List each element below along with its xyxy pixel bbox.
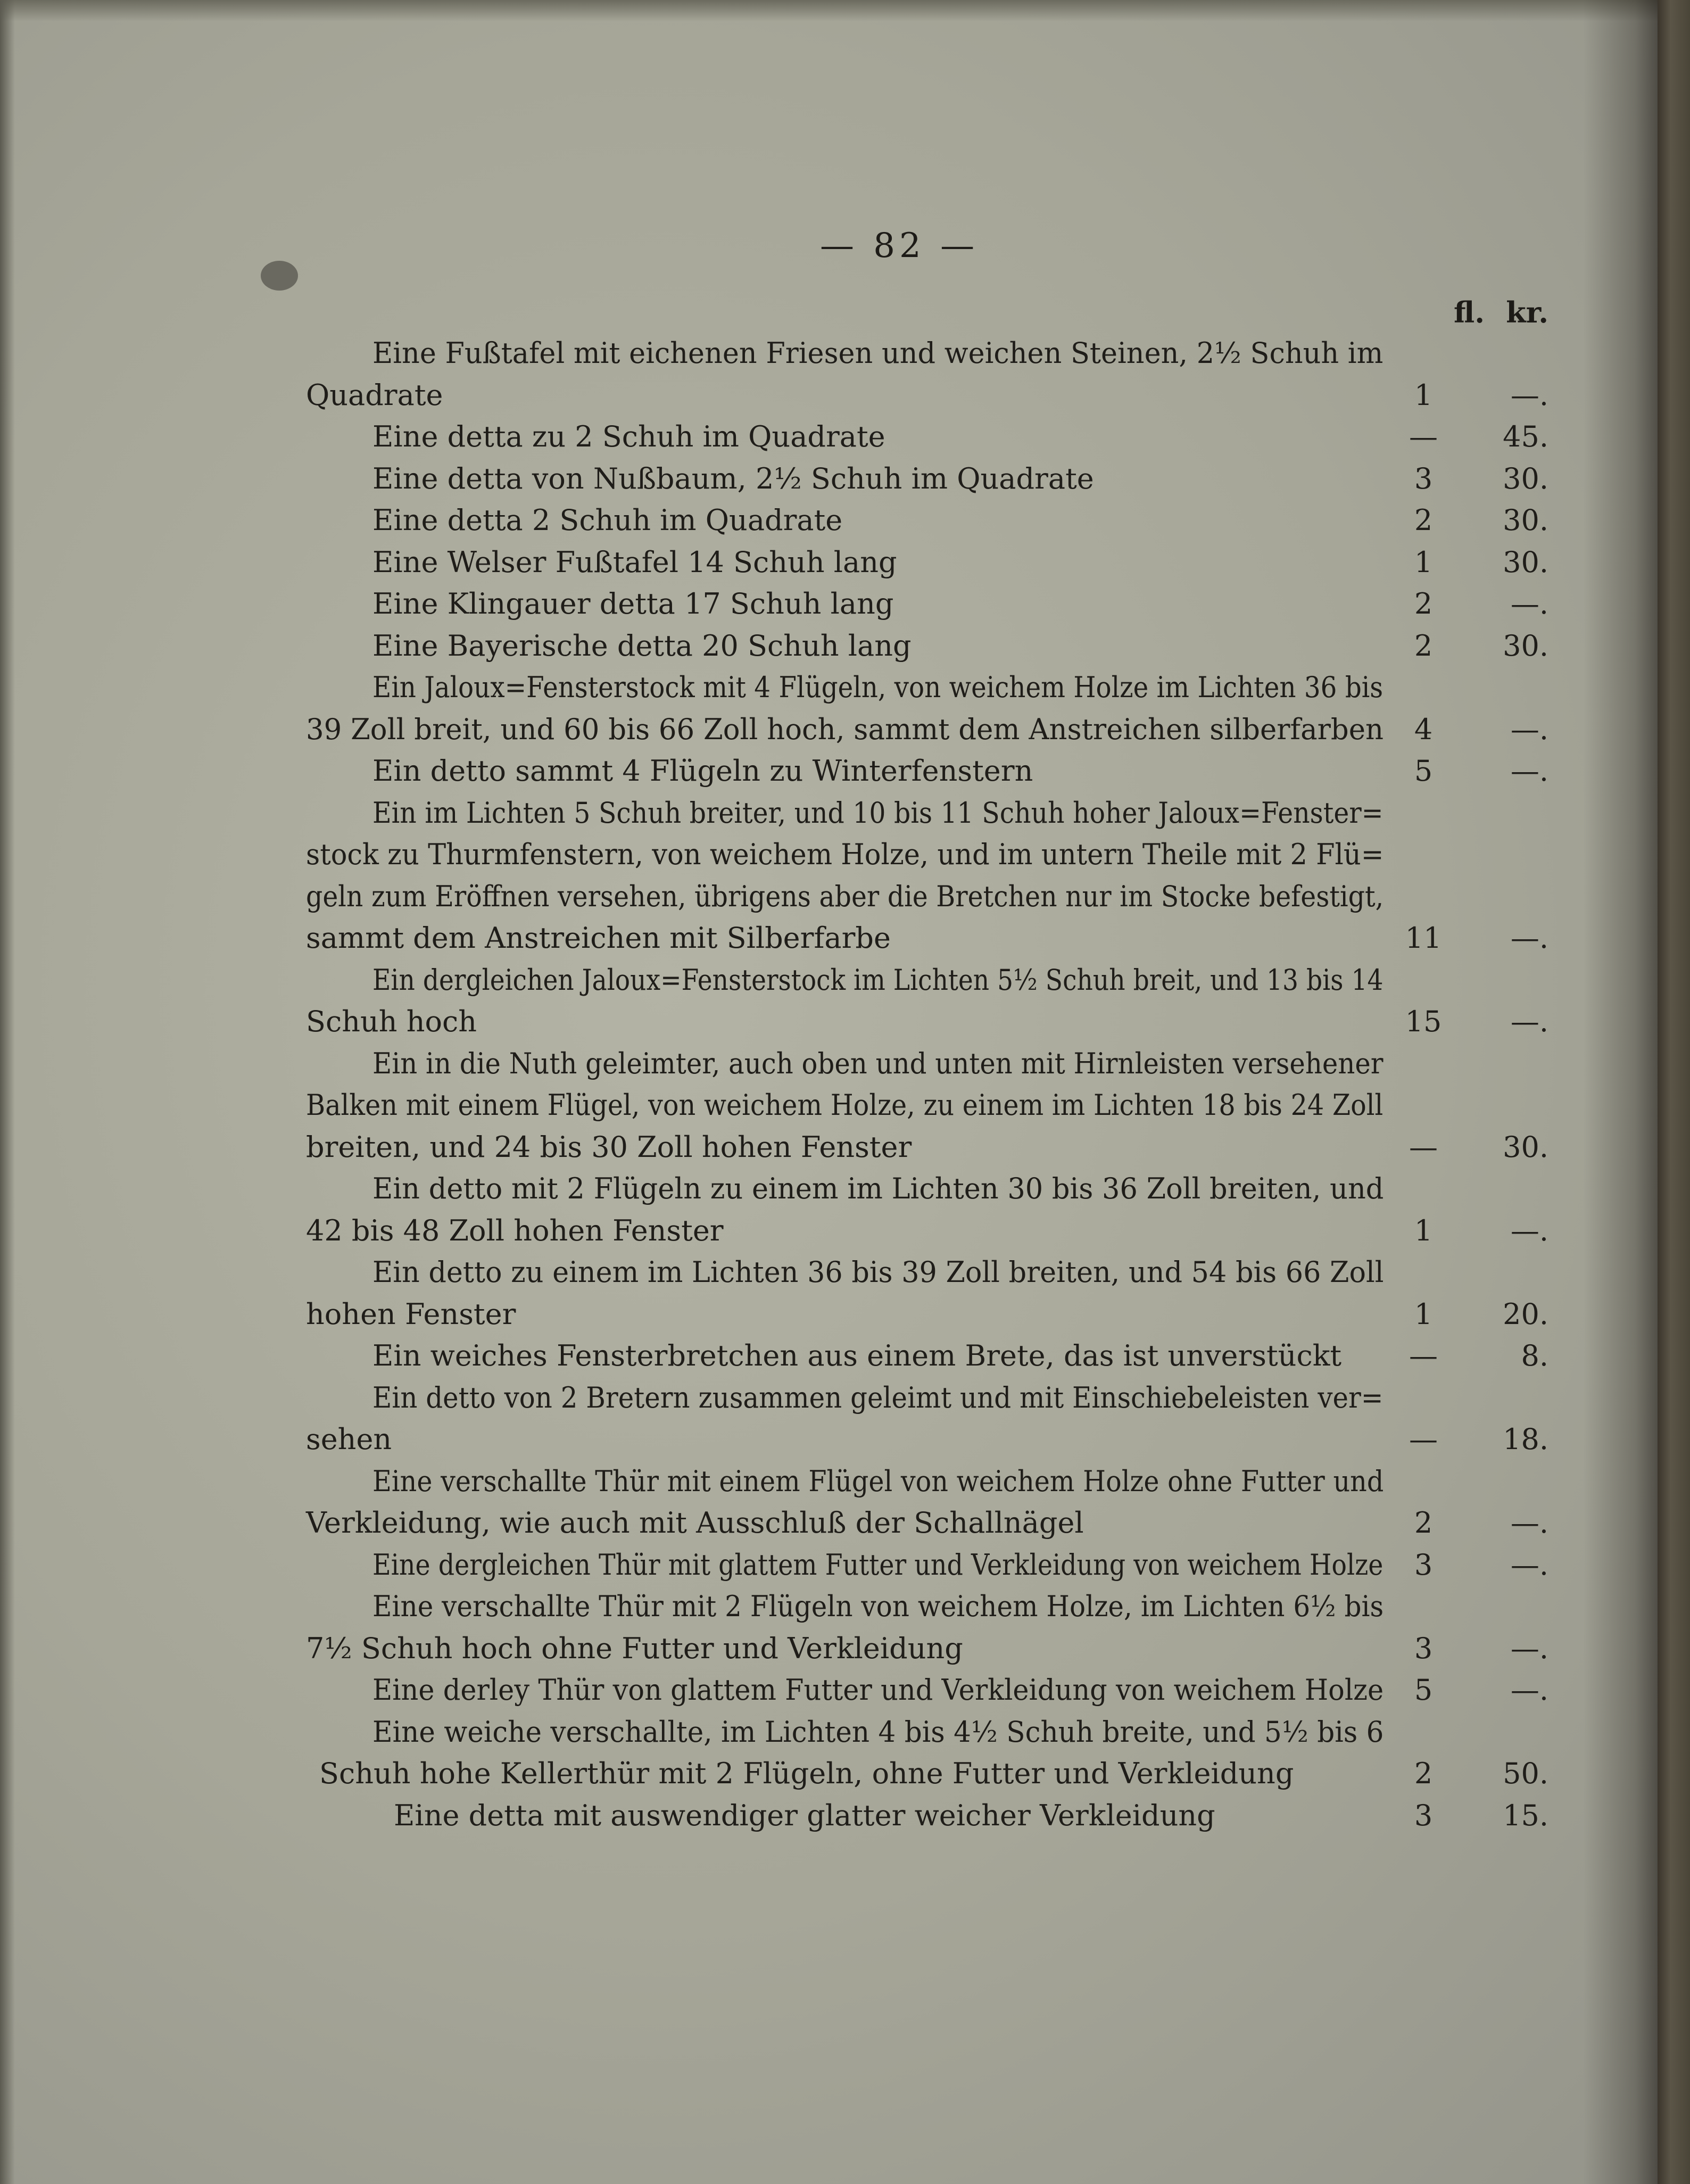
price-list-line bbox=[0, 333, 1658, 374]
line-text: breiten, und 24 bis 30 Zoll hohen Fenster bbox=[306, 1130, 912, 1164]
price-florin: 3 bbox=[1414, 1798, 1433, 1832]
price-list-line bbox=[0, 959, 1658, 1001]
price-list-line bbox=[0, 416, 1658, 458]
price-kreuzer: —. bbox=[1510, 1673, 1548, 1707]
price-kreuzer: 30. bbox=[1503, 628, 1548, 663]
line-text: 7½ Schuh hoch ohne Futter und Verkleidung bbox=[306, 1631, 963, 1665]
price-list-line bbox=[0, 1502, 1658, 1544]
line-text: Ein detto von 2 Bretern zusammen geleimt und mit Einschiebeleisten ver= bbox=[372, 1380, 1384, 1414]
price-list-line bbox=[0, 1252, 1658, 1293]
price-list-line bbox=[0, 1001, 1658, 1043]
price-list-line bbox=[0, 625, 1658, 667]
line-text: Eine Fußtafel mit eichenen Friesen und weichen Steinen, 2½ Schuh im bbox=[372, 336, 1384, 370]
line-text: Schuh hohe Kellerthür mit 2 Flügeln, ohne Futter und Verkleidung bbox=[319, 1757, 1294, 1790]
price-list-line bbox=[0, 917, 1658, 959]
price-florin: 3 bbox=[1414, 461, 1433, 495]
line-text: Quadrate bbox=[306, 378, 443, 412]
price-florin: 2 bbox=[1414, 1506, 1433, 1540]
price-kreuzer: —. bbox=[1510, 921, 1548, 955]
price-florin: 2 bbox=[1414, 628, 1433, 663]
price-list-line bbox=[0, 1210, 1658, 1252]
price-florin: 2 bbox=[1414, 587, 1433, 621]
price-list-line bbox=[0, 1753, 1658, 1794]
price-kreuzer: 30. bbox=[1503, 503, 1548, 537]
price-kreuzer: 20. bbox=[1503, 1297, 1548, 1331]
line-text: Verkleidung, wie auch mit Ausschluß der Schallnägel bbox=[306, 1506, 1084, 1540]
price-kreuzer: 30. bbox=[1503, 1130, 1548, 1164]
line-text: Eine detta von Nußbaum, 2½ Schuh im Quadrate bbox=[372, 461, 1094, 495]
price-florin: 2 bbox=[1414, 503, 1433, 537]
price-kreuzer: —. bbox=[1510, 1631, 1548, 1665]
price-kreuzer: 30. bbox=[1503, 545, 1548, 579]
price-florin: — bbox=[1409, 1130, 1438, 1164]
line-text: Eine derley Thür von glattem Futter und Verkleidung von weichem Holze bbox=[372, 1673, 1384, 1707]
line-text: Ein detto mit 2 Flügeln zu einem im Lichten 30 bis 36 Zoll breiten, und bbox=[372, 1172, 1384, 1205]
price-list-line bbox=[0, 583, 1658, 625]
price-kreuzer: —. bbox=[1510, 1005, 1548, 1038]
price-list-line bbox=[0, 1127, 1658, 1168]
line-text: Eine detta mit auswendiger glatter weicher Verkleidung bbox=[394, 1798, 1215, 1832]
price-list-line bbox=[0, 876, 1658, 917]
price-list-line bbox=[0, 709, 1658, 750]
price-kreuzer: 30. bbox=[1503, 461, 1548, 495]
price-florin: 4 bbox=[1414, 712, 1433, 746]
price-list-line bbox=[0, 750, 1658, 792]
line-text: Eine verschallte Thür mit 2 Flügeln von weichem Holze, im Lichten 6½ bis bbox=[372, 1590, 1384, 1623]
price-kreuzer: 45. bbox=[1503, 420, 1548, 453]
price-florin: 3 bbox=[1414, 1631, 1433, 1665]
line-text: Eine detta zu 2 Schuh im Quadrate bbox=[372, 420, 885, 453]
next-page-edge bbox=[1658, 0, 1690, 2184]
price-kreuzer: 18. bbox=[1503, 1422, 1548, 1456]
price-list-line bbox=[0, 1461, 1658, 1502]
line-text: Ein weiches Fensterbretchen aus einem Brete, das ist unverstückt bbox=[372, 1339, 1342, 1372]
price-florin: — bbox=[1409, 1422, 1438, 1456]
price-list-line bbox=[0, 1377, 1658, 1419]
price-florin: 5 bbox=[1414, 754, 1433, 788]
line-text: Eine detta 2 Schuh im Quadrate bbox=[372, 503, 843, 537]
price-florin: 5 bbox=[1414, 1673, 1433, 1707]
price-list-line bbox=[0, 834, 1658, 875]
price-kreuzer: —. bbox=[1510, 587, 1548, 621]
price-kreuzer: —. bbox=[1510, 378, 1548, 412]
price-florin: 11 bbox=[1405, 921, 1442, 955]
line-text: hohen Fenster bbox=[306, 1297, 516, 1331]
line-text: Eine Welser Fußtafel 14 Schuh lang bbox=[372, 545, 897, 579]
column-header-fl: fl. bbox=[1453, 295, 1485, 329]
price-florin: 1 bbox=[1414, 1297, 1433, 1331]
line-text: Ein Jaloux=Fensterstock mit 4 Flügeln, von weichem Holze im Lichten 36 bis bbox=[372, 671, 1384, 704]
price-list-line bbox=[0, 667, 1658, 708]
line-text: sehen bbox=[306, 1422, 392, 1456]
price-list-line bbox=[0, 1335, 1658, 1377]
line-text: Eine Bayerische detta 20 Schuh lang bbox=[372, 628, 912, 663]
price-list-line bbox=[0, 1419, 1658, 1460]
price-florin: — bbox=[1409, 420, 1438, 453]
price-list-line bbox=[0, 1085, 1658, 1126]
price-list-line bbox=[0, 500, 1658, 541]
price-kreuzer: —. bbox=[1510, 1506, 1548, 1540]
line-text: Eine weiche verschallte, im Lichten 4 bis 4½ Schuh breite, und 5½ bis 6 bbox=[372, 1715, 1384, 1749]
price-kreuzer: —. bbox=[1510, 1548, 1548, 1582]
price-list-line bbox=[0, 542, 1658, 583]
price-list-line bbox=[0, 1544, 1658, 1586]
price-kreuzer: 15. bbox=[1503, 1798, 1548, 1832]
price-list-line bbox=[0, 792, 1658, 834]
price-florin: — bbox=[1409, 1339, 1438, 1372]
line-text: Eine Klingauer detta 17 Schuh lang bbox=[372, 587, 894, 621]
price-list-line bbox=[0, 458, 1658, 500]
line-text: 39 Zoll breit, und 60 bis 66 Zoll hoch, sammt dem Anstreichen silberfarben bbox=[306, 712, 1384, 746]
price-list-line bbox=[0, 1669, 1658, 1711]
column-header-kr: kr. bbox=[1506, 295, 1548, 329]
line-text: 42 bis 48 Zoll hohen Fenster bbox=[306, 1213, 724, 1247]
price-florin: 1 bbox=[1414, 545, 1433, 579]
line-text: Eine dergleichen Thür mit glattem Futter und Verkleidung von weichem Holze bbox=[372, 1548, 1384, 1582]
price-list-line bbox=[0, 1711, 1658, 1753]
price-list-line bbox=[0, 1586, 1658, 1627]
price-kreuzer: —. bbox=[1510, 1213, 1548, 1247]
line-text: stock zu Thurmfenstern, von weichem Holze, und im untern Theile mit 2 Flü= bbox=[306, 838, 1384, 871]
price-list-line bbox=[0, 1294, 1658, 1335]
price-florin: 15 bbox=[1405, 1005, 1442, 1038]
line-text: Ein detto sammt 4 Flügeln zu Winterfenstern bbox=[372, 754, 1033, 788]
price-florin: 1 bbox=[1414, 1213, 1433, 1247]
line-text: Ein in die Nuth geleimter, auch oben und unten mit Hirnleisten versehener bbox=[372, 1046, 1384, 1080]
price-kreuzer: 50. bbox=[1503, 1757, 1548, 1790]
price-florin: 3 bbox=[1414, 1548, 1433, 1582]
price-kreuzer: 8. bbox=[1521, 1339, 1548, 1372]
page-number: — 82 — bbox=[819, 226, 979, 266]
price-list-line bbox=[0, 1043, 1658, 1085]
price-florin: 1 bbox=[1414, 378, 1433, 412]
line-text: Ein dergleichen Jaloux=Fensterstock im Lichten 5½ Schuh breit, und 13 bis 14 bbox=[372, 963, 1384, 997]
line-text: Ein detto zu einem im Lichten 36 bis 39 Zoll breiten, und 54 bis 66 Zoll bbox=[372, 1255, 1384, 1289]
line-text: Schuh hoch bbox=[306, 1005, 477, 1038]
line-text: Ein im Lichten 5 Schuh breiter, und 10 bis 11 Schuh hoher Jaloux=Fenster= bbox=[372, 796, 1384, 830]
price-list-line bbox=[0, 1628, 1658, 1669]
price-florin: 2 bbox=[1414, 1757, 1433, 1790]
line-text: Balken mit einem Flügel, von weichem Holze, zu einem im Lichten 18 bis 24 Zoll bbox=[306, 1088, 1384, 1122]
line-text: geln zum Eröffnen versehen, übrigens aber die Bretchen nur im Stocke befestigt, bbox=[306, 879, 1384, 913]
price-kreuzer: —. bbox=[1510, 712, 1548, 746]
price-kreuzer: —. bbox=[1510, 754, 1548, 788]
line-text: Eine verschallte Thür mit einem Flügel von weichem Holze ohne Futter und bbox=[372, 1464, 1384, 1498]
price-list-line bbox=[0, 1168, 1658, 1210]
line-text: sammt dem Anstreichen mit Silberfarbe bbox=[306, 921, 891, 955]
price-list-line bbox=[0, 375, 1658, 416]
price-list-line bbox=[0, 1795, 1658, 1836]
